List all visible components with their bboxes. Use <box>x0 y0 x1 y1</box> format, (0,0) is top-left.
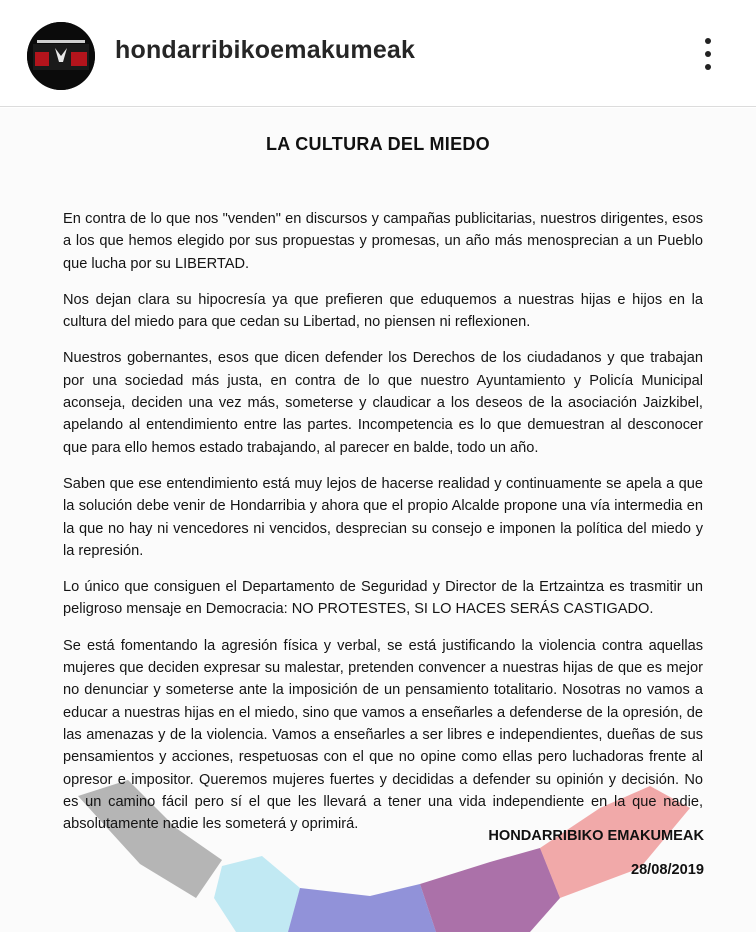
avatar[interactable] <box>27 22 95 90</box>
document-title: LA CULTURA DEL MIEDO <box>266 134 490 154</box>
username[interactable]: hondarribikoemakumeak <box>115 36 416 64</box>
more-options-button[interactable] <box>696 36 720 76</box>
more-vertical-icon <box>705 38 711 44</box>
post-header <box>0 0 756 107</box>
paragraph: Nos dejan clara su hipocresía ya que prefieren que eduquemos a nuestras hijas e hijos en la cultura del miedo para que cedan su Libertad, no piensen ni reflexionen. <box>63 291 703 331</box>
paragraph: Nuestros gobernantes, esos que dicen defender los Derechos de los ciudadanos y que trabajan por una sociedad más justa, en contra de lo que nuestro Ayuntamiento y Policía Municipal aconseja, deciden una vez más, someterse y claudicar a los deseos de la asociación Jaizkibel, apelando al entendimiento entre las partes. Incompetencia es lo que demuestran al desconocer que para ello hemos estado trabajando, al parecer en balde, todo un año. <box>63 350 703 456</box>
paragraph: Se está fomentando la agresión física y verbal, se está justificando la violencia contra aquellas mujeres que deciden expresar su malestar, pretenden convencer a nuestras hijas de que es mejor no denunciar y someterse ante la imposición de un pensamiento totalitario. Nosotras no vamos a educar a nuestras hijas en el miedo, sino que vamos a enseñarles a defenderse de la opresión, de las amenazas y de la violencia. Vamos a enseñarles a ser libres e independientes, dueñas de sus pensamientos y acciones, respetuosas con el que no opine como ellas pero luchadoras frente al opresor e impositor. Queremos mujeres fuertes y decididas a defender su opinión y decisión. No es un camino fácil pero sí el que les llevará a tener una vida independiente en la que nadie, absolutamente nadie les someterá y oprimirá. <box>63 637 703 833</box>
post-image <box>0 108 756 932</box>
document-date: 28/08/2019 <box>630 862 704 878</box>
paragraph: Lo único que consiguen el Departamento de Seguridad y Director de la Ertzaintza es trasmitir un peligroso mensaje en Democracia: NO PROTESTES, SI LO HACES SERÁS CASTIGADO. <box>63 579 703 618</box>
avatar-image <box>27 22 95 90</box>
document-body <box>63 208 703 849</box>
paragraph: En contra de lo que nos "venden" en discursos y campañas publicitarias, nuestros dirigentes, esos a los que hemos elegido por sus propuestas y promesas, un año más menosprecian a un Pueblo que lucha por su LIBERTAD. <box>63 211 703 272</box>
signature: HONDARRIBIKO EMAKUMEAK <box>488 828 704 844</box>
paragraph: Saben que ese entendimiento está muy lejos de hacerse realidad y continuamente se apela a que la solución debe venir de Hondarribia y ahora que el propio Alcalde propone una vía intermedia en la que no hay ni vencedores ni vencidos, desprecian su consejo e imponen la política del miedo y la represión. <box>63 475 703 559</box>
